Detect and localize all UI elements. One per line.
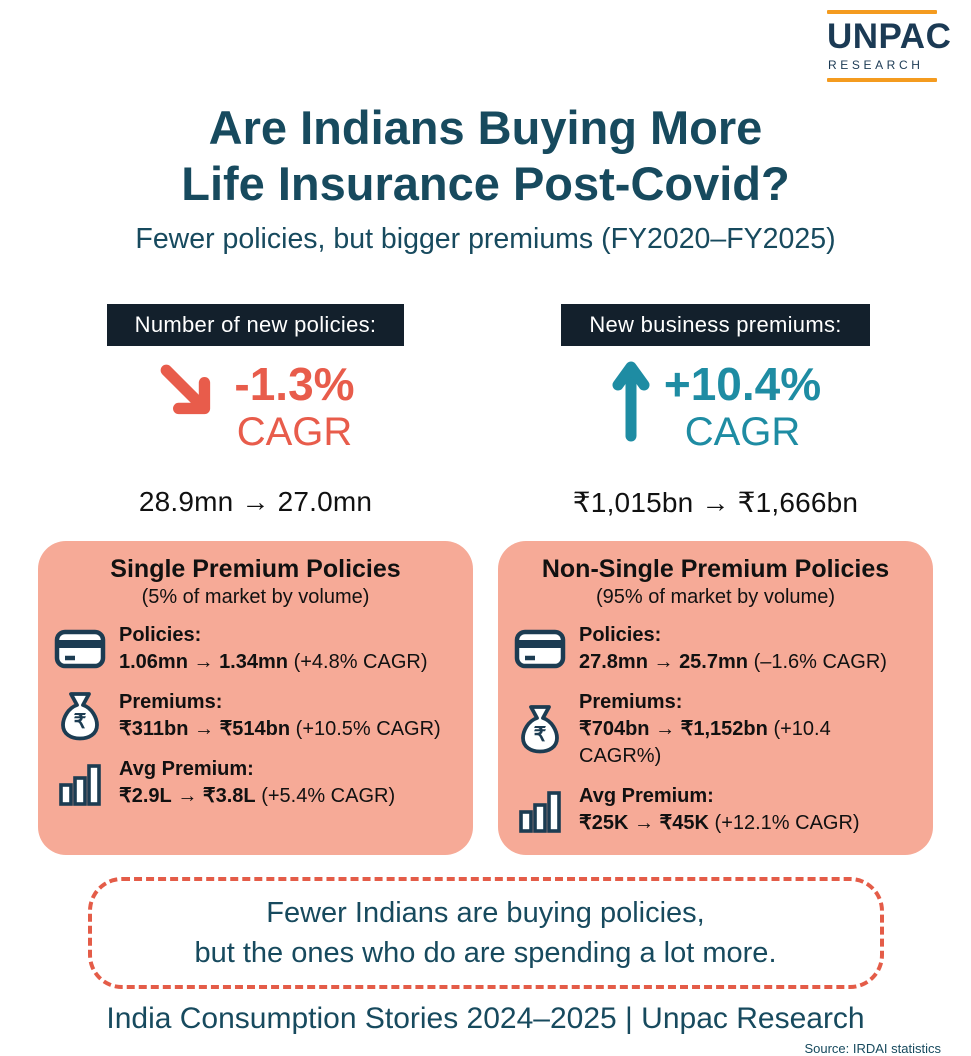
svg-text:₹: ₹	[73, 710, 87, 733]
stat-column-policies	[38, 304, 473, 519]
arrow-glyph: →	[655, 717, 676, 740]
policies-range: 28.9mn → 27.0mn	[138, 485, 373, 517]
premiums-badge: New business premiums:	[561, 304, 869, 346]
money-bag-icon	[514, 703, 566, 755]
logo-bottom-rule	[827, 78, 937, 82]
footer-title: India Consumption Stories 2024–2025 | Unpac Research	[106, 1001, 865, 1035]
row-label: Policies:	[119, 623, 202, 646]
premiums-stat	[498, 358, 933, 476]
bar-chart-icon	[54, 758, 106, 808]
money-bag-icon	[54, 690, 106, 742]
arrow-up-icon	[610, 358, 652, 442]
row-values: ₹2.9L → ₹3.8L (+5.4% CAGR)	[119, 784, 396, 807]
card-row-premiums	[514, 689, 917, 770]
policies-cagr-value: -1.3%	[234, 357, 355, 410]
arrow-glyph: →	[633, 811, 654, 834]
row-values: ₹25K → ₹45K (+12.1% CAGR)	[579, 811, 860, 834]
headline-stats	[0, 304, 971, 519]
arrow-glyph: →	[194, 717, 214, 740]
card-subtitle: (95% of market by volume)	[596, 585, 835, 608]
card-row-text	[119, 756, 395, 810]
source-note: Source: IRDAI statistics	[804, 1040, 941, 1056]
arrow-down-right-icon	[156, 358, 222, 428]
card-row-policies	[54, 622, 457, 676]
unpac-logo	[827, 10, 952, 82]
card-row-text	[119, 622, 428, 676]
card-row-text	[579, 783, 860, 837]
row-values: 1.06mn → 1.34mn (+4.8% CAGR)	[119, 650, 428, 673]
policies-stat	[38, 358, 473, 476]
arrow-glyph: →	[177, 784, 198, 807]
row-label: Premiums:	[119, 690, 223, 713]
row-label: Avg Premium:	[119, 757, 254, 780]
card-row-text	[119, 689, 441, 743]
row-values: ₹704bn → ₹1,152bn (+10.4 CAGR%)	[579, 717, 831, 767]
credit-card-icon	[54, 629, 106, 669]
row-values: ₹311bn → ₹514bn (+10.5% CAGR)	[119, 717, 441, 740]
logo-subtitle: RESEARCH	[828, 57, 924, 72]
premiums-cagr-label: CAGR	[684, 409, 801, 454]
page-subtitle: Fewer policies, but bigger premiums (FY2020–FY2025)	[135, 222, 836, 255]
policies-cagr-label: CAGR	[236, 409, 353, 454]
page-title-line1: Are Indians Buying More	[208, 101, 763, 154]
card-title: Single Premium Policies	[110, 554, 401, 583]
card-row-avg-premium	[514, 783, 917, 837]
policies-badge: Number of new policies:	[107, 304, 405, 346]
logo-top-rule	[827, 10, 937, 14]
card-row-text	[579, 689, 917, 770]
card-title: Non-Single Premium Policies	[541, 554, 890, 583]
svg-text:₹: ₹	[533, 724, 547, 747]
summary-line1: Fewer Indians are buying policies,	[266, 896, 705, 929]
page-title-line2: Life Insurance Post-Covid?	[181, 157, 790, 211]
card-row-premiums	[54, 689, 457, 743]
credit-card-icon	[514, 629, 566, 669]
stat-column-premiums	[498, 304, 933, 519]
card-row-policies	[514, 622, 917, 676]
summary-callout	[88, 877, 884, 989]
row-values: 27.8mn → 25.7mn (–1.6% CAGR)	[579, 650, 887, 673]
page-title	[0, 0, 971, 213]
single-premium-card	[38, 541, 473, 855]
arrow-glyph: →	[193, 650, 214, 673]
segment-cards	[0, 541, 971, 855]
row-label: Avg Premium:	[579, 784, 714, 807]
policies-change	[234, 358, 354, 453]
row-label: Policies:	[579, 623, 662, 646]
logo-name: UNPAC	[827, 17, 952, 56]
premiums-change	[664, 358, 821, 453]
card-subtitle: (5% of market by volume)	[141, 585, 370, 608]
summary-line2: but the ones who do are spending a lot more.	[194, 936, 777, 969]
bar-chart-icon	[514, 785, 566, 835]
card-row-avg-premium	[54, 756, 457, 810]
row-label: Premiums:	[579, 690, 683, 713]
non-single-premium-card	[498, 541, 933, 855]
premiums-cagr-value: +10.4%	[663, 357, 822, 410]
premiums-range: ₹1,015bn → ₹1,666bn	[572, 486, 859, 518]
arrow-glyph: →	[653, 650, 674, 673]
card-row-text	[579, 622, 887, 676]
